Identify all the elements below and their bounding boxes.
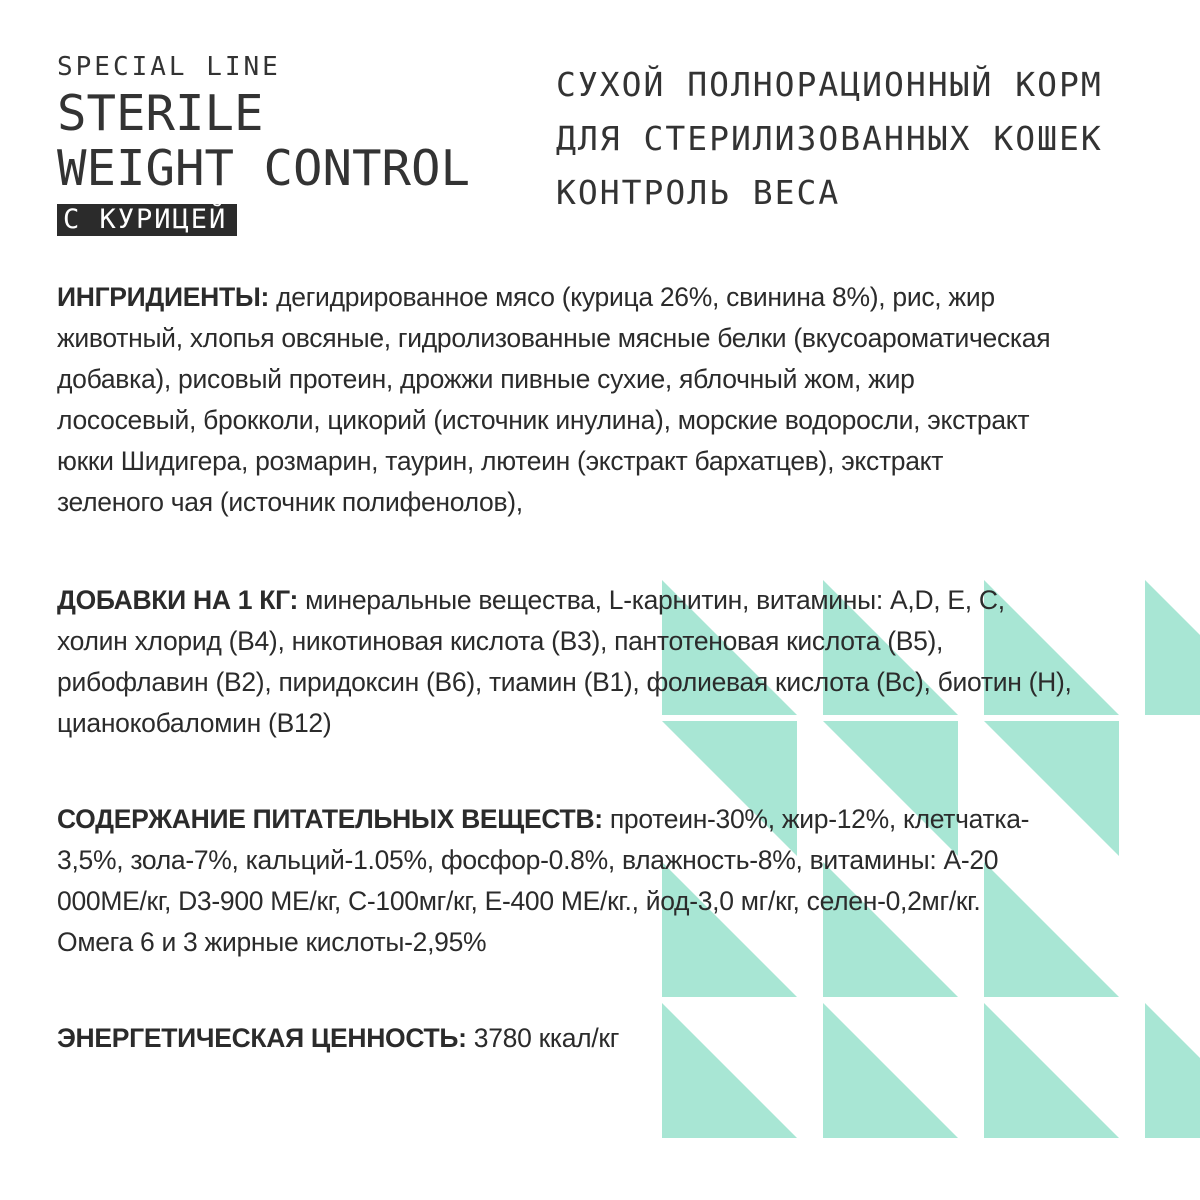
product-title xyxy=(57,86,470,196)
additives-section xyxy=(57,580,1072,744)
ingredients-text: дегидрированное мясо (курица 26%, свинина 8%), рис, жир xyxy=(269,282,995,312)
product-title-line: WEIGHT CONTROL xyxy=(57,140,471,197)
product-description xyxy=(556,58,1103,220)
ingredients-line: добавка), рисовый протеин, дрожжи пивные сухие, яблочный жом, жир xyxy=(57,364,915,394)
description-line: СУХОЙ ПОЛНОРАЦИОННЫЙ КОРМ xyxy=(556,65,1103,104)
flavor-badge: С КУРИЦЕЙ xyxy=(57,204,237,236)
additives-label: ДОБАВКИ НА 1 КГ: xyxy=(57,585,298,615)
energy-section xyxy=(57,1018,619,1059)
nutrients-line: 3,5%, зола-7%, кальций-1.05%, фосфор-0.8%, влажность-8%, витамины: A-20 xyxy=(57,845,999,875)
additives-line: рибофлавин (B2), пиридоксин (B6), тиамин (B1), фолиевая кислота (Bc), биотин (H), xyxy=(57,667,1072,697)
ingredients-section xyxy=(57,277,1050,523)
description-line: КОНТРОЛЬ ВЕСА xyxy=(556,173,841,212)
energy-label: ЭНЕРГЕТИЧЕСКАЯ ЦЕННОСТЬ: xyxy=(57,1023,467,1053)
ingredients-line: зеленого чая (источник полифенолов), xyxy=(57,487,523,517)
additives-line: цианокобаломин (B12) xyxy=(57,708,332,738)
energy-value: 3780 ккал/кг xyxy=(466,1023,620,1053)
nutrients-text: протеин-30%, жир-12%, клетчатка- xyxy=(602,804,1030,834)
additives-text: минеральные вещества, L-карнитин, витамины: A,D, E, C, xyxy=(298,585,1005,615)
ingredients-label: ИНГРИДИЕНТЫ: xyxy=(57,282,270,312)
product-line: SPECIAL LINE xyxy=(57,52,281,82)
ingredients-line: лососевый, брокколи, цикорий (источник инулина), морские водоросли, экстракт xyxy=(57,405,1030,435)
brand-block xyxy=(57,52,470,236)
ingredients-line: юкки Шидигера, розмарин, таурин, лютеин (экстракт бархатцев), экстракт xyxy=(57,446,944,476)
description-line: ДЛЯ СТЕРИЛИЗОВАННЫХ КОШЕК xyxy=(556,119,1103,158)
nutrients-section xyxy=(57,799,1029,963)
ingredients-line: животный, хлопья овсяные, гидролизованные мясные белки (вкусоароматическая xyxy=(57,323,1051,353)
nutrients-line: 000МЕ/кг, D3-900 МЕ/кг, C-100мг/кг, E-400 МЕ/кг., йод-3,0 мг/кг, селен-0,2мг/кг. xyxy=(57,886,981,916)
nutrients-label: СОДЕРЖАНИЕ ПИТАТЕЛЬНЫХ ВЕЩЕСТВ: xyxy=(57,804,603,834)
product-title-line: STERILE xyxy=(57,85,264,142)
additives-line: холин хлорид (B4), никотиновая кислота (B3), пантотеновая кислота (B5), xyxy=(57,626,944,656)
nutrients-line: Омега 6 и 3 жирные кислоты-2,95% xyxy=(57,927,487,957)
